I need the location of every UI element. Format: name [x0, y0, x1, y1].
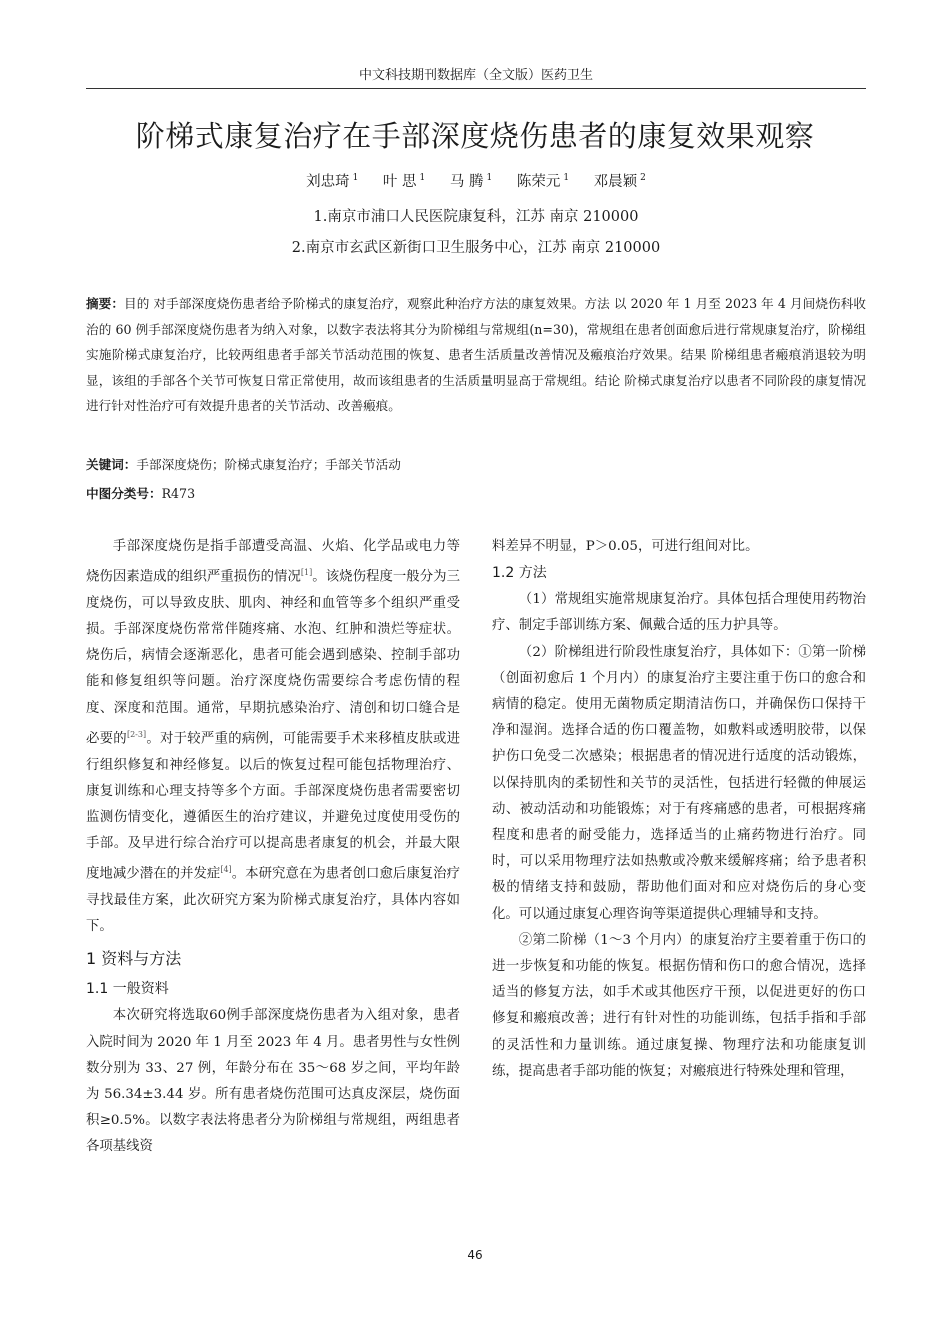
citation: [2-3] [126, 729, 147, 739]
classification-code: R473 [161, 486, 196, 501]
body-paragraph: ②第二阶梯（1～3 个月内）的康复治疗主要着重于伤口的进一步恢复和功能的恢复。根据伤情和伤口的愈合情况，选择适当的修复方法，如手术或其他医疗干预，以促进更好的伤口修复和瘢痕改善；进行有针对性的功能训练，包括手指和手部的灵活性和力量训练。通过康复操、物理疗法和功能康复训练，提高患者手部功能的恢复；对瘢痕进行特殊处理和管理， [492, 932, 866, 1079]
affiliation: 2.南京市玄武区新街口卫生服务中心，江苏 南京 210000 [291, 240, 661, 256]
affiliation: 1.南京市浦口人民医院康复科，江苏 南京 210000 [313, 209, 639, 225]
subsection-heading: 1.2 方法 [492, 565, 547, 582]
citation: [4] [220, 865, 232, 875]
body-paragraph: 本次研究将选取60例手部深度烧伤患者为入组对象，患者入院时间为 2020 年 1 月至 2023 年 4 月。患者男性与女性例数分别为 33、27 例，年龄分布在 35～68 岁之间，平均年龄为 56.34±3.44 岁。所有患者烧伤范围可达真皮深层，烧伤面积≥0.5%。以数字表法将患者分为阶梯组与常规组，两组患者各项基线资 [86, 1008, 460, 1155]
subsection-heading: 1.1 一般资料 [86, 981, 169, 998]
author: 陈荣元 $^1$ [516, 173, 570, 190]
abstract-text: 目的 对手部深度烧伤患者给予阶梯式的康复治疗，观察此种治疗方法的康复效果。方法 以 2020 年 1 月至 2023 年 4 月间烧伤科收治的 60 例手部深度烧伤患者为纳入对象，以数字表法将其分为阶梯组与常规组(n=30)，常规组在患者创面愈后进行常规康复治疗，阶梯组实施阶梯式康复治疗，比较两组患者手部关节活动范围的恢复、患者生活质量改善情况及瘢痕治疗效果。结果 阶梯组患者瘢痕消退较为明显，该组的手部各个关节可恢复日常正常使用，故而该组患者的生活质量明显高于常规组。结论 阶梯式康复治疗以患者不同阶段的康复情况进行针对性治疗可有效提升患者的关节活动、改善瘢痕。 [86, 296, 866, 413]
abstract-label: 摘要： [86, 296, 125, 311]
journal-header: 中文科技期刊数据库（全文版）医药卫生 [358, 68, 593, 83]
keywords-label: 关键词： [86, 457, 137, 472]
keywords [86, 454, 866, 473]
left-column [86, 534, 460, 1161]
page-number: 46 [467, 1248, 483, 1262]
keywords-text: 手部深度烧伤；阶梯式康复治疗；手部关节活动 [136, 457, 401, 472]
abstract [86, 291, 866, 419]
body-paragraph: 料差异不明显，P＞0.05，可进行组间对比。 [492, 539, 759, 554]
header-divider [86, 88, 866, 89]
author: 刘忠琦 $^1$ [306, 173, 359, 190]
body-paragraph: （1）常规组实施常规康复治疗。具体包括合理使用药物治疗、制定手部训练方案、佩戴合适的压力护具等。 [492, 592, 866, 634]
section-heading: 1 资料与方法 [86, 949, 182, 969]
right-column [492, 534, 866, 1085]
body-paragraph: （2）阶梯组进行阶段性康复治疗，具体如下：①第一阶梯（创面初愈后 1 个月内）的康复治疗主要注重于伤口的愈合和病情的稳定。使用无菌物质定期清洁伤口，并确保伤口保持干净和湿润。选择合适的伤口覆盖物，如敷料或透明胶带，以保护伤口免受二次感染；根据患者的情况进行适度的活动锻炼，以保持肌肉的柔韧性和关节的灵活性，包括进行轻微的伸展运动、被动活动和功能锻炼；对于有疼痛感的患者，可根据疼痛程度和患者的耐受能力，选择适当的止痛药物进行治疗。同时，可以采用物理疗法如热敷或冷敷来缓解疼痛；给予患者积极的情绪支持和鼓励，帮助他们面对和应对烧伤后的身心变化。可以通过康复心理咨询等渠道提供心理辅导和支持。 [492, 644, 866, 922]
author: 马 腾 $^1$ [449, 173, 493, 190]
article-title: 阶梯式康复治疗在手部深度烧伤患者的康复效果观察 [135, 119, 815, 153]
author: 邓晨颖 $^2$ [593, 173, 646, 190]
classification-label: 中图分类号： [86, 486, 162, 501]
citation: [1] [300, 568, 313, 578]
classification [86, 483, 866, 502]
author-list [86, 170, 866, 191]
intro-paragraph: 手部深度烧伤是指手部遭受高温、火焰、化学品或电力等烧伤因素造成的组织严重损伤的情况[1]。该烧伤程度一般分为三度烧伤，可以导致皮肤、肌肉、神经和血管等多个组织严重受损。手部深度烧伤常常伴随疼痛、水泡、红肿和溃烂等症状。烧伤后，病情会逐渐恶化，患者可能会遇到感染、控制手部功能和修复组织等问题。治疗深度烧伤需要综合考虑伤情的程度、深度和范围。通常，早期抗感染治疗、清创和切口缝合是必要的[2-3]。对于较严重的病例，可能需要手术来移植皮肤或进行组织修复和神经修复。以后的恢复过程可能包括物理治疗、康复训练和心理支持等多个方面。手部深度烧伤患者需要密切监测伤情变化，遵循医生的治疗建议，并避免过度使用受伤的手部。及早进行综合治疗可以提高患者康复的机会，并最大限度地减少潜在的并发症[4]。本研究意在为患者创口愈后康复治疗寻找最佳方案，此次研究方案为阶梯式康复治疗，具体内容如下。 [86, 539, 461, 935]
author: 叶 思 $^1$ [382, 173, 426, 190]
